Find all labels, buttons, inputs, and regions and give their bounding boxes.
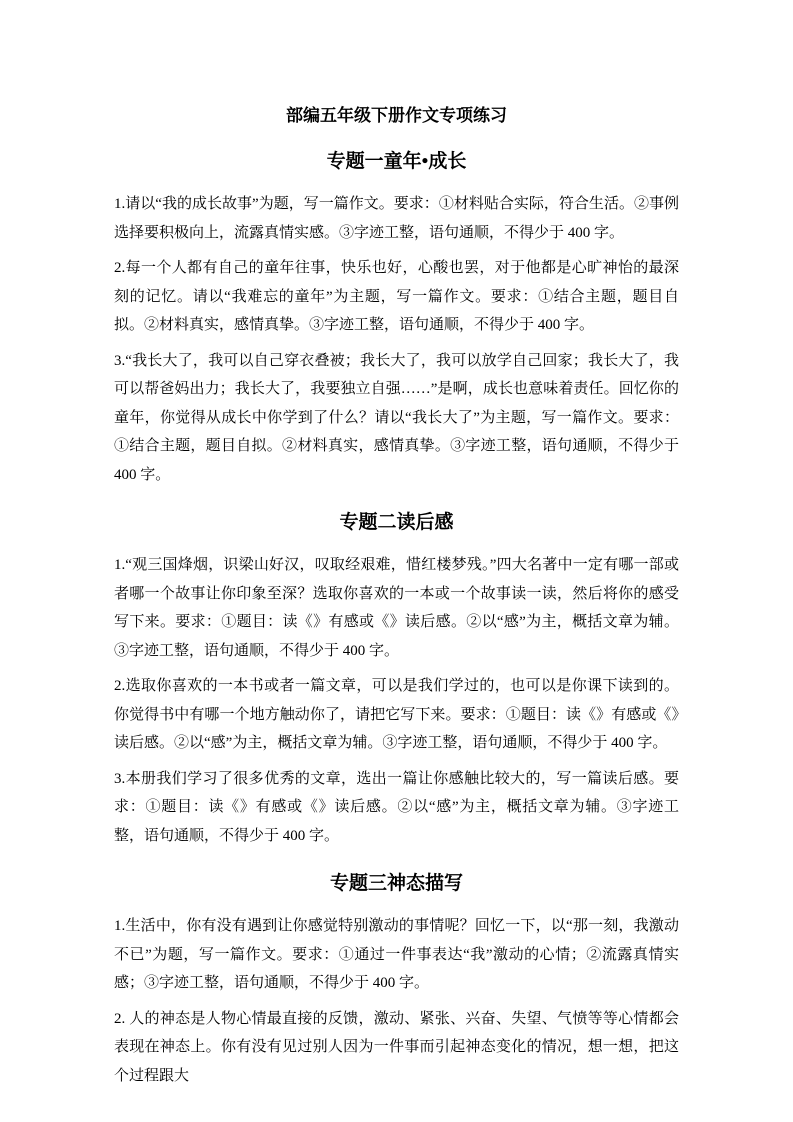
paragraph: 2.每一个人都有自己的童年往事，快乐也好，心酸也罢，对于他都是心旷神怡的最深刻的记忆。请以“我难忘的童年”为主题，写一篇作文。要求：①结合主题，题目自拟。②材料真实，感情真挚。③字迹工整，语句通顺，不得少于 400 字。 <box>114 260 679 333</box>
paragraph: 1.请以“我的成长故事”为题，写一篇作文。要求：①材料贴合实际，符合生活。②事例选择要积极向上，流露真情实感。③字迹工整，语句通顺，不得少于 400 字。 <box>114 196 679 241</box>
paragraph: 3.“我长大了，我可以自己穿衣叠被；我长大了，我可以放学自己回家；我长大了，我可以帮爸妈出力；我长大了，我要独立自强……”是啊，成长也意味着责任。回忆你的童年，你觉得从成长中你学到了什么？请以“我长大了”为主题，写一篇作文。要求：①结合主题，题目自拟。②材料真实，感情真挚。③字迹工整，语句通顺，不得少于 400 字。 <box>114 352 679 483</box>
section-expression-description <box>114 870 679 1090</box>
section-heading-expression-description: 专题三神态描写 <box>329 873 463 894</box>
paragraph: 1.“观三国烽烟，识梁山好汉，叹取经艰难，惜红楼梦残。”四大名著中一定有哪一部或者哪一个故事让你印象至深？选取你喜欢的一本或一个故事读一读，然后将你的感受写下来。要求：①题目：读《》有感或《》读后感。②以“感”为主，概括文章为辅。③字迹工整，语句通顺，不得少于 400 字。 <box>114 557 679 659</box>
paragraph: 2. 人的神态是人物心情最直接的反馈，激动、紧张、兴奋、失望、气愤等等心情都会表现在神态上。你有没有见过别人因为一件事而引起神态变化的情况，想一想，把这个过程跟大 <box>114 1010 679 1084</box>
paragraph: 2.选取你喜欢的一本书或者一篇文章，可以是我们学过的，也可以是你课下读到的。你觉得书中有哪一个地方触动你了，请把它写下来。要求：①题目：读《》有感或《》读后感。②以“感”为主，概括文章为辅。③字迹工整，语句通顺，不得少于 400 字。 <box>114 678 679 751</box>
paragraph: 3.本册我们学习了很多优秀的文章，选出一篇让你感触比较大的，写一篇读后感。要求：①题目：读《》有感或《》读后感。②以“感”为主，概括文章为辅。③字迹工整，语句通顺，不得少于 400 字。 <box>114 770 679 844</box>
section-heading-childhood-growth: 专题一童年•成长 <box>326 151 467 172</box>
section-childhood-growth <box>114 148 679 489</box>
document-title: 部编五年级下册作文专项练习 <box>286 106 507 125</box>
paragraph: 1.生活中，你有没有遇到让你感觉特别激动的事情呢？回忆一下，以“那一刻，我激动不已”为题，写一篇作文。要求：①通过一件事表达“我”激动的心情；②流露真情实感；③字迹工整，语句通顺，不得少于 400 字。 <box>114 918 679 991</box>
section-reading-reflection <box>114 509 679 850</box>
section-heading-reading-reflection: 专题二读后感 <box>339 512 454 533</box>
